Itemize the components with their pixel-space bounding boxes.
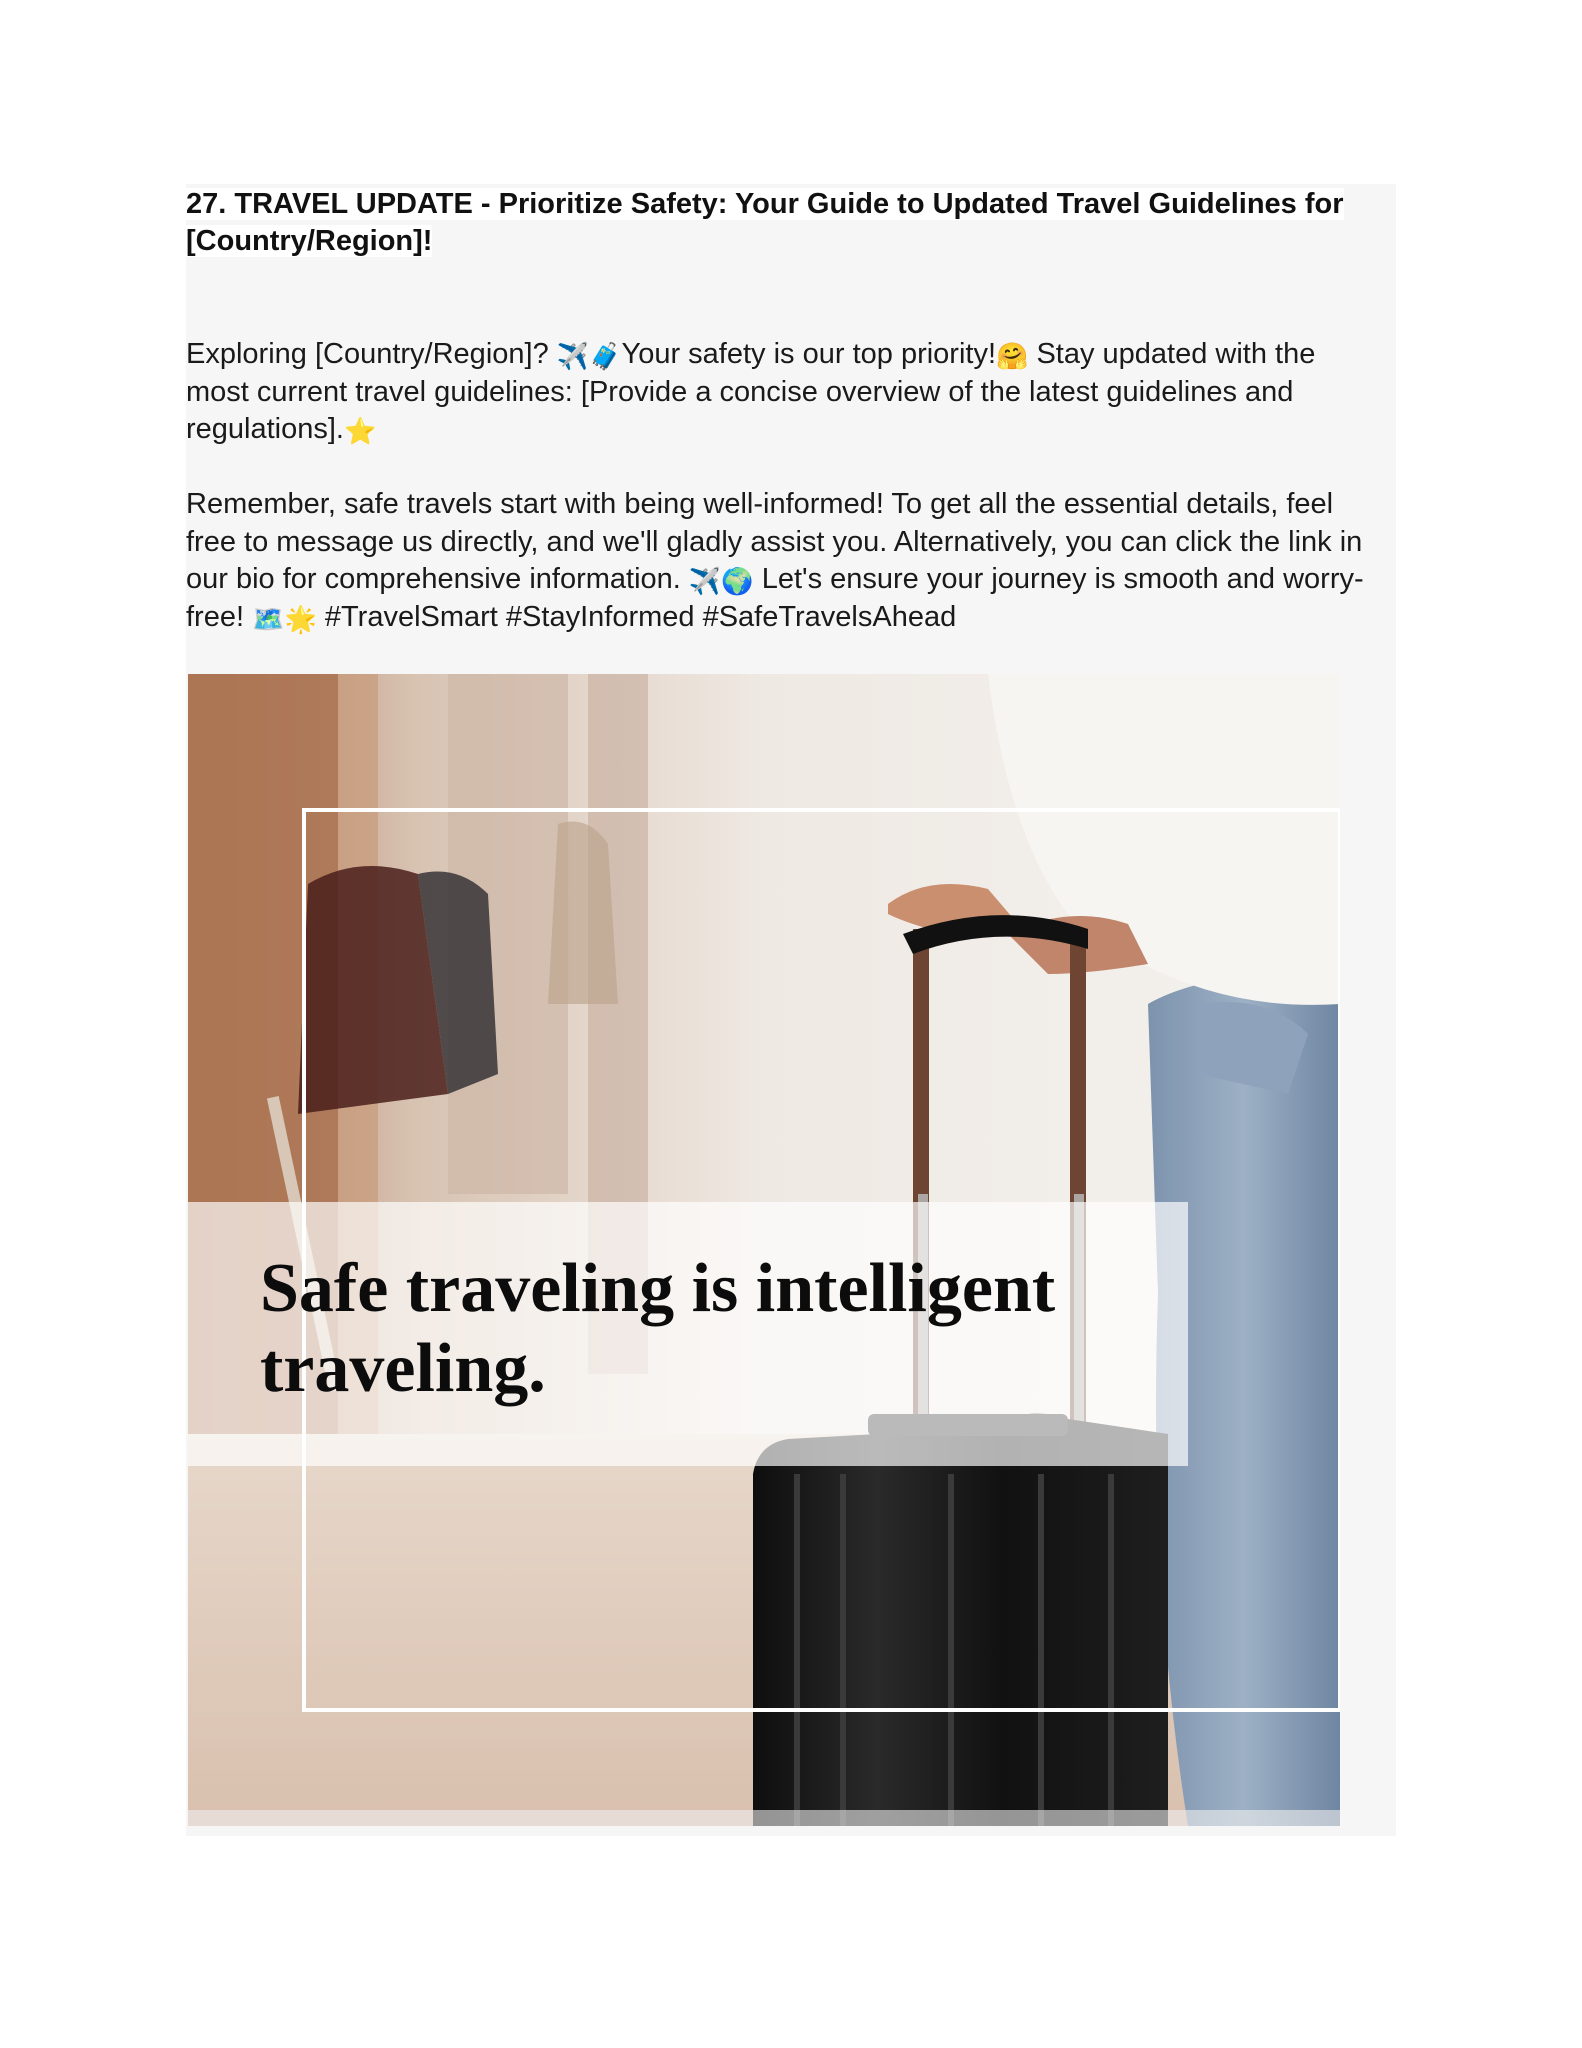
hashtags: #TravelSmart #StayInformed #SafeTravelsAhead [316, 600, 957, 633]
plane-luggage-emoji-icon: ✈️🧳 [556, 341, 622, 371]
details-text-2: Let's ensure your journey is smooth and worry-free! [186, 563, 1364, 633]
intro-text-2: Your safety is our top priority! [621, 338, 997, 370]
plane-globe-emoji-icon: ✈️🌍 [688, 566, 754, 596]
hugging-face-emoji-icon: 🤗 [996, 341, 1029, 371]
map-sparkle-emoji-icon: 🗺️🌟 [252, 603, 317, 634]
post-title-text: 27. TRAVEL UPDATE - Prioritize Safety: Your Guide to Updated Travel Guidelines for [Country/Region]! [186, 188, 1344, 257]
paragraph-details [186, 486, 1386, 636]
intro-text-1: Exploring [Country/Region]? [186, 338, 557, 370]
intro-text-3: Stay updated with the most current travel guidelines: [Provide a concise overview of the latest guidelines and regulations]. [186, 338, 1316, 445]
details-text-1: Remember, safe travels start with being well-informed! To get all the essential details, feel free to message us directly, and we'll gladly assist you. Alternatively, you can click the link in our bio for comprehensive information. [186, 488, 1363, 595]
travel-photo [188, 674, 1340, 1826]
image-caption: Safe traveling is intelligent traveling. [260, 1250, 1056, 1407]
star-emoji-icon: ⭐ [344, 416, 377, 446]
paragraph-intro [186, 336, 1386, 449]
post-title [186, 186, 1366, 260]
